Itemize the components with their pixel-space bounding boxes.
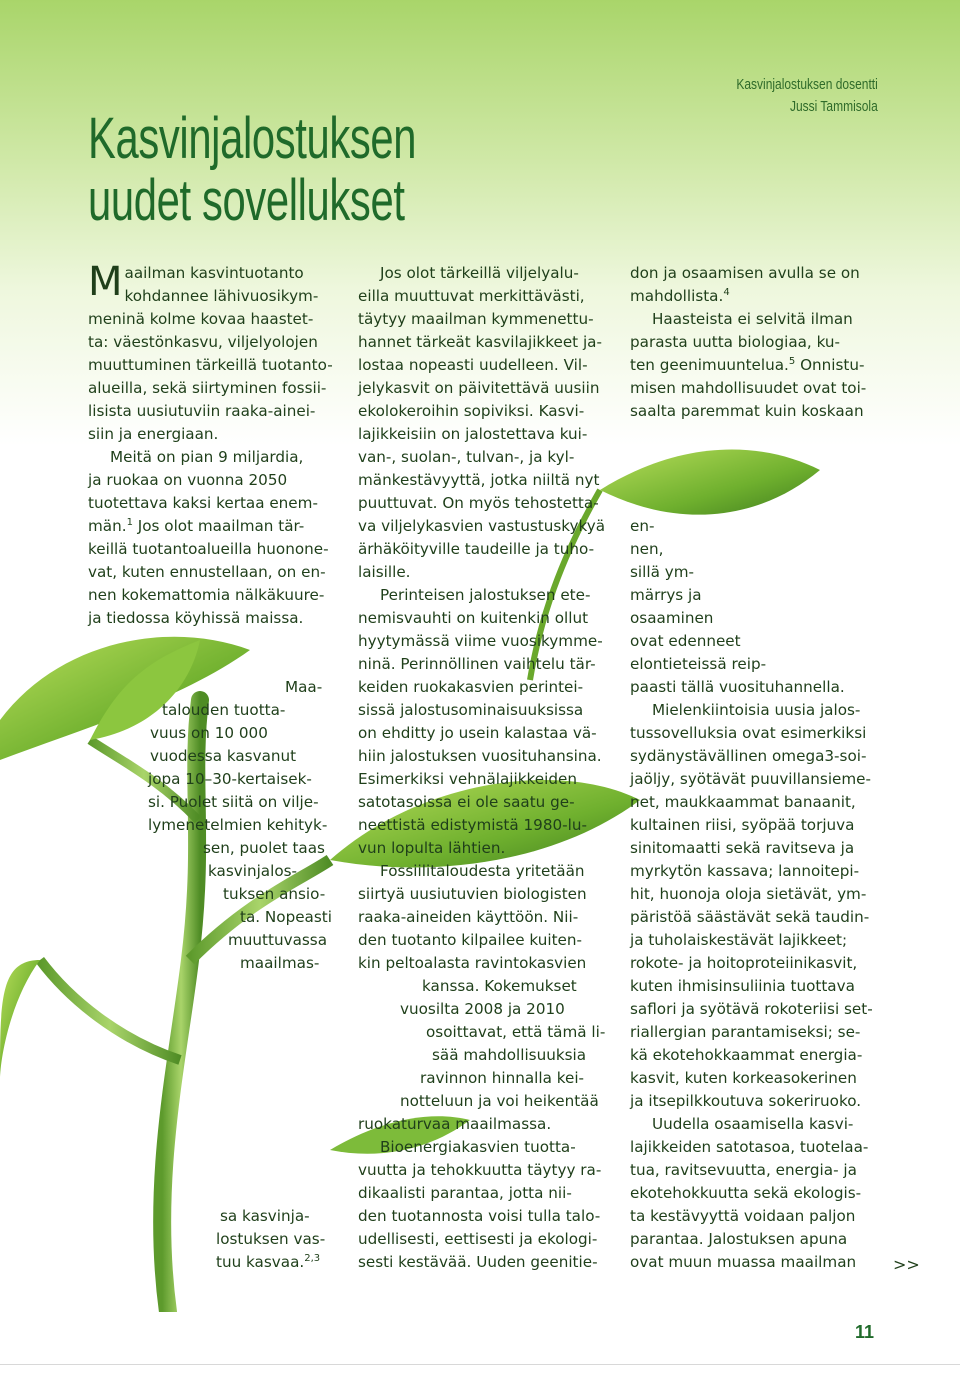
continue-arrow-icon: >>: [893, 1255, 920, 1274]
paragraph-productivity-end: sa kasvinja- lostuksen vas- tuu kasvaa.$^{2,3}$: [216, 1207, 326, 1271]
author-name: Jussi Tammisola: [790, 98, 878, 115]
text-column-1: [88, 259, 333, 1274]
paragraph-productivity: Maa- talouden tuotta- vuus on 10 000 vuodessa kasvanut jopa 10–30-kertaisek- si. Puolet siitä on vilje- lymenetelmien kehityk- sen, puolet taas kasvinjalos- tuksen ansio- ta. Nopeasti muuttuvassa maailmas-: [148, 678, 332, 972]
footnote-ref: 5: [788, 355, 796, 367]
page-number: 11: [854, 1322, 874, 1342]
paragraph-bioenergy: Bioenergiakasvien tuotta- vuutta ja tehokkuutta täytyy ra- dikaalisti parantaa, jotta nii- den tuotannosta voisi tulla talo- udellisesti, eettisesti ja ekologi- sesti kestävää. Uuden geenitie-: [358, 1138, 602, 1271]
paragraph-population: Meitä on pian 9 miljardia, ja ruokaa on vuonna 2050 tuotettava kaksi kertaa enem- män.$^1$ Jos olot maailman tär- keillä tuotantoalueilla huononе- vat, kuten ennustellaan, on en- nen kokemattomia nälkäkuure- ja tiedossa köyhissä maissa.: [88, 448, 329, 627]
paragraph-fossil-economy: Fossiilitaloudesta yritetään siirtyä uusiutuvien biologisten raaka-aineiden käyttöön. Nii- den tuotanto kilpailee kuiten- kin peltoalasta ravintokasvien kanssa. Kokemukset vuosilta 2008 ja 2010 osoittavat, että tämä li- sää mahdollisuuksia ravinnon hinnalla kei- notteluun ja voi heikentää ruokaturvaa maailmassa.: [358, 862, 606, 1133]
footnote-ref: 1: [126, 516, 133, 528]
paragraph-intro: M aailman kasvintuotanto kohdannee lähivuosikym- meninä kolme kovaa haastet- ta: väestönkasvu, viljelyolojen muuttuminen tärkeillä tuotanto- alueilla, sekä siirtyminen fossii- lisista uusiutuviin raaka-ainei- siin ja energiaan.: [88, 259, 333, 443]
author-byline: [737, 74, 878, 118]
title-line-2: uudet sovellukset: [88, 168, 405, 233]
paragraph-traditional-breeding: Perinteisen jalostuksen ete- nemisvauhti on kuitenkin ollut hyytymässä viime vuosikymme- ninä. Perinnöllinen vaihtelu tär- keiden ruokakasvien perintei- sissä jalostusominaisuuksissa on ehditty jo usein kalastaa vä- hiin jalostuksen vuosituhansina. Esimerkiksi vehnälajikkeiden satotasoissa ei ole saatu ge- neettistä edistymistä 1980-lu- vun lopulta lähtien.: [358, 586, 603, 857]
paragraph-applications: Mielenkiintoisia uusia jalos- tussovelluksia ovat esimerkiksi sydänystävällinen omega3-soi- jaöljy, syötävät puuvillansieme- net, maukkaammat banaanit, kultainen riisi, syöpää torjuva sinitomaatti sekä ravitseva ja myrkytön kassava; lannoitepi- hit, huonoja oloja sietävät, ym- päristöä säästävät sekä taudin- ja tuholaiskestävät lajikkeet; rokote- ja hoitoproteiinikasvit, kuten ihmisinsuliinia tuottava saflori ja syötävä rokoteriisi set- riallergian parantamiseksi; se- kä ekotehokkaammat energia- kasvit, kuten korkeasokerinen ja itsepilkkoutuva sokeriruoko.: [630, 701, 873, 1110]
paragraph-challenges-cont: en- nen, sillä ym- märrys ja osaaminen ovat edenneet elontieteissä reip- paasti tällä vuosituhannella.: [630, 517, 845, 696]
article-title: [88, 108, 416, 232]
paragraph-continuation: don ja osaamisen avulla se on mahdollista.$^4$: [630, 264, 860, 305]
footnote-ref: 4: [723, 286, 730, 298]
paragraph-new-expertise: Uudella osaamisella kasvi- lajikkeiden satotasoa, tuotelaa- tua, ravitsevuutta, energia- ja ekotehokkuutta sekä ekologis- ta kestävyyttä voidaan paljon parantaa. Jalostuksen apuna ovat muun muassa maailman: [630, 1115, 869, 1271]
drop-cap: M: [88, 259, 123, 305]
text-column-3: [630, 262, 882, 1274]
bottom-divider: [0, 1364, 960, 1365]
paragraph-adaptation: Jos olot tärkeillä viljelyalu- eilla muuttuvat merkittävästi, täytyy maailman kymmenettu- hannet tärkeät kasvilajikkeet ja- lostaa nopeasti uudelleen. Vil- jelykasvit on päivitettävä uusiin ekolokeroihin sopiviksi. Kasvi- lajikkeisiin on jalostettava kui- van-, suolan-, tulvan-, ja kyl- mänkestävyyttä, jotka niiltä nyt puuttuvat. On myös tehostetta- va viljelykasvien vastustuskykyä ärhäköityville taudeille ja tuho- laisille.: [358, 264, 606, 581]
footnote-ref: 2,3: [304, 1252, 321, 1264]
title-line-1: Kasvinjalostuksen: [88, 106, 417, 171]
paragraph-challenges: Haasteista ei selvitä ilman parasta uutta biologiaa, ku- ten geenimuuntelua.$^5$ Onnistu- misen mahdollisuudet ovat toi- saalta paremmat kuin koskaan: [630, 310, 867, 420]
author-role: Kasvinjalostuksen dosentti: [736, 76, 878, 93]
text-column-2: [358, 262, 608, 1274]
